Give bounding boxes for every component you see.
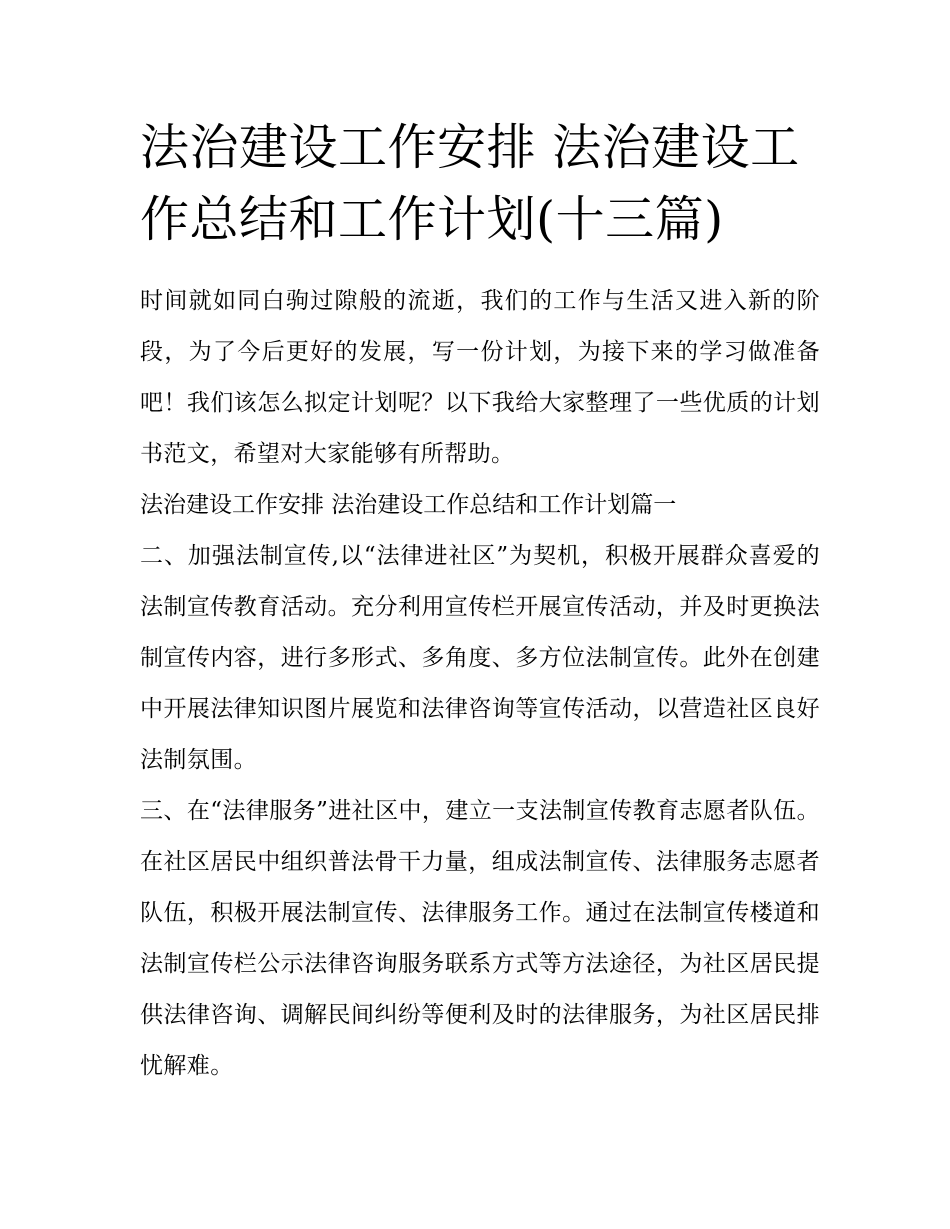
document-title: 法治建设工作安排 法治建设工作总结和工作计划(十三篇): [140, 119, 800, 248]
body-paragraph: 二、加强法制宣传,以“法律进社区”为契机，积极开展群众喜爱的法制宣传教育活动。充分利用宣传栏开展宣传活动，并及时更换法制宣传内容，进行多形式、多角度、多方位法制宣传。此外在创建中开展法律知识图片展览和法律咨询等宣传活动，以营造社区良好法制氛围。: [140, 543, 820, 773]
section-heading: 法治建设工作安排 法治建设工作总结和工作计划篇一: [140, 492, 677, 518]
document-body: [140, 276, 820, 1092]
intro-paragraph: 时间就如同白驹过隙般的流逝，我们的工作与生活又进入新的阶段，为了今后更好的发展，写一份计划，为接下来的学习做准备吧！我们该怎么拟定计划呢？以下我给大家整理了一些优质的计划书范文，希望对大家能够有所帮助。: [140, 288, 820, 467]
body-paragraph: 三、在“法律服务”进社区中，建立一支法制宣传教育志愿者队伍。在社区居民中组织普法骨干力量，组成法制宣传、法律服务志愿者队伍，积极开展法制宣传、法律服务工作。通过在法制宣传楼道和法制宣传栏公示法律咨询服务联系方式等方法途径，为社区居民提供法律咨询、调解民间纠纷等便利及时的法律服务，为社区居民排忧解难。: [140, 798, 820, 1079]
